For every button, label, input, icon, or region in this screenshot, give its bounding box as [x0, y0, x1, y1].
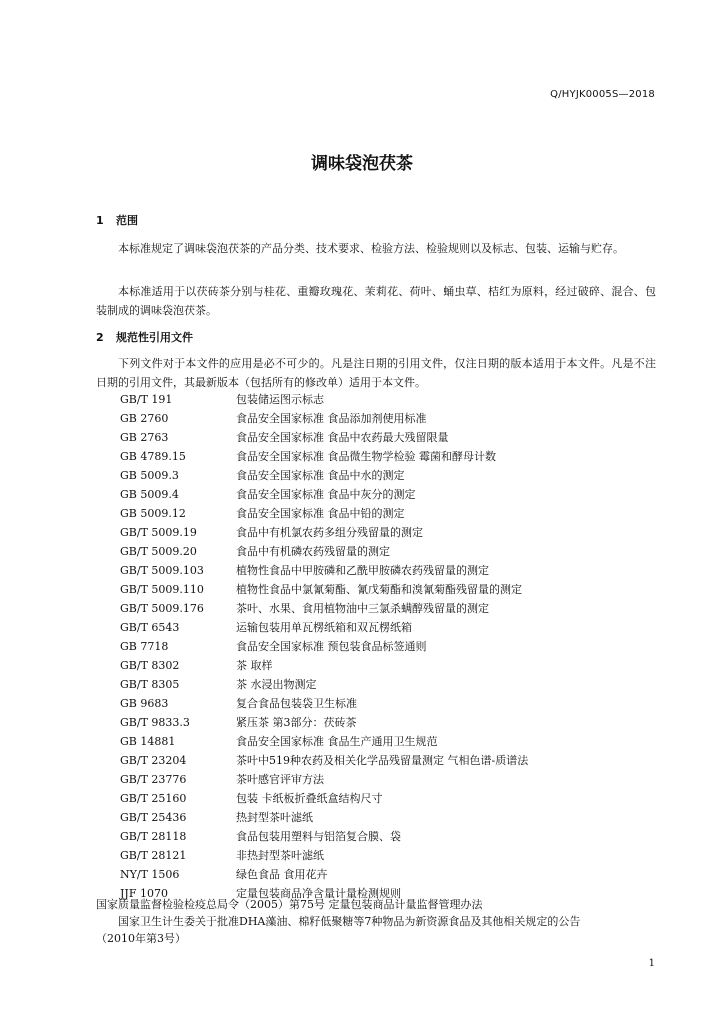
- section-1-heading: [96, 212, 138, 228]
- reference-title: 紧压茶 第3部分：茯砖茶: [236, 716, 357, 729]
- reference-code: GB/T 28118: [120, 830, 187, 843]
- reference-code: GB/T 5009.20: [120, 545, 197, 558]
- reference-code: GB/T 25436: [120, 811, 187, 824]
- reference-row: [120, 694, 660, 713]
- reference-row: [120, 580, 660, 599]
- reference-title: 食品中有机磷农药残留量的测定: [236, 545, 390, 558]
- reference-title: 食品包装用塑料与铝箔复合膜、袋: [236, 830, 401, 843]
- reference-code: JJF 1070: [120, 887, 168, 900]
- document-title: 调味袋泡茯茶: [311, 154, 413, 174]
- reference-code: GB 5009.12: [120, 507, 186, 520]
- reference-code: GB/T 8302: [120, 659, 180, 672]
- reference-title: 包装储运图示标志: [236, 393, 324, 406]
- reference-code: GB/T 23776: [120, 773, 187, 786]
- reference-row: [120, 428, 660, 447]
- reference-row: [120, 599, 660, 618]
- reference-row: [120, 865, 660, 884]
- reference-row: [120, 504, 660, 523]
- reference-row: [120, 846, 660, 865]
- reference-title: 食品安全国家标准 食品中灰分的测定: [236, 488, 416, 501]
- section-2-title: 规范性引用文件: [116, 331, 193, 344]
- reference-row: [120, 561, 660, 580]
- reference-code: GB/T 5009.103: [120, 564, 204, 577]
- reference-code: GB/T 191: [120, 393, 173, 406]
- reference-title: 植物性食品中氯氰菊酯、氰戊菊酯和溴氰菊酯残留量的测定: [236, 583, 522, 596]
- regulation-item: 国家卫生计生委关于批准DHA藻油、棉籽低聚糖等7种物品为新资源食品及其他相关规定的公告: [118, 915, 581, 928]
- reference-code: GB/T 8305: [120, 678, 180, 691]
- reference-row: [120, 732, 660, 751]
- reference-code: GB/T 28121: [120, 849, 187, 862]
- reference-row: [120, 523, 660, 542]
- scope-paragraph-1: 本标准规定了调味袋泡茯茶的产品分类、技术要求、检验方法、检验规则以及标志、包装、运输与贮存。: [118, 242, 624, 255]
- reference-title: 食品中有机氯农药多组分残留量的测定: [236, 526, 423, 539]
- regulation-item: （2010年第3号）: [96, 932, 186, 945]
- reference-title: 茶 取样: [236, 659, 273, 672]
- reference-code: GB/T 5009.110: [120, 583, 204, 596]
- reference-row: [120, 466, 660, 485]
- reference-code: GB/T 5009.176: [120, 602, 204, 615]
- reference-title: 食品安全国家标准 食品生产通用卫生规范: [236, 735, 438, 748]
- reference-row: [120, 637, 660, 656]
- reference-title: 茶叶感官评审方法: [236, 773, 324, 786]
- reference-title: 热封型茶叶滤纸: [236, 811, 313, 824]
- reference-code: GB/T 9833.3: [120, 716, 190, 729]
- reference-title: 非热封型茶叶滤纸: [236, 849, 324, 862]
- reference-row: [120, 485, 660, 504]
- reference-list: [120, 390, 660, 903]
- reference-code: GB/T 5009.19: [120, 526, 197, 539]
- reference-row: [120, 789, 660, 808]
- reference-code: GB 5009.3: [120, 469, 179, 482]
- scope-paragraph-2: 本标准适用于以茯砖茶分别与桂花、重瓣玫瑰花、茉莉花、荷叶、蛹虫草、桔红为原料，经过破碎、混合、包装制成的调味袋泡茯茶。: [96, 285, 656, 317]
- reference-code: GB 9683: [120, 697, 169, 710]
- reference-row: [120, 675, 660, 694]
- reference-row: [120, 770, 660, 789]
- reference-row: [120, 751, 660, 770]
- reference-title: 运输包装用单瓦楞纸箱和双瓦楞纸箱: [236, 621, 412, 634]
- reference-row: [120, 656, 660, 675]
- reference-code: GB 5009.4: [120, 488, 179, 501]
- reference-title: 包装 卡纸板折叠纸盒结构尺寸: [236, 792, 383, 805]
- section-1-number: 1: [96, 214, 104, 227]
- reference-row: [120, 542, 660, 561]
- reference-title: 茶叶、水果、食用植物油中三氯杀螨醇残留量的测定: [236, 602, 489, 615]
- reference-title: 食品安全国家标准 食品中农药最大残留限量: [236, 431, 449, 444]
- reference-title: 食品安全国家标准 食品微生物学检验 霉菌和酵母计数: [236, 450, 496, 463]
- reference-title: 食品安全国家标准 食品中水的测定: [236, 469, 405, 482]
- reference-title: 食品安全国家标准 预包装食品标签通则: [236, 640, 427, 653]
- reference-row: [120, 827, 660, 846]
- reference-row: [120, 447, 660, 466]
- reference-code: GB 4789.15: [120, 450, 186, 463]
- reference-title: 食品安全国家标准 食品中铅的测定: [236, 507, 405, 520]
- regulation-list: [96, 896, 656, 947]
- reference-title: 定量包装商品净含量计量检测规则: [236, 887, 401, 900]
- reference-code: GB 2760: [120, 412, 169, 425]
- reference-row: [120, 808, 660, 827]
- reference-row: [120, 713, 660, 732]
- regulation-item: 国家质量监督检验检疫总局令（2005）第75号 定量包装商品计量监督管理办法: [96, 898, 483, 911]
- reference-code: GB/T 25160: [120, 792, 187, 805]
- reference-code: GB 14881: [120, 735, 176, 748]
- reference-title: 绿色食品 食用花卉: [236, 868, 328, 881]
- reference-title: 茶叶中519种农药及相关化学品残留量测定 气相色谱-质谱法: [236, 754, 529, 767]
- reference-code: GB/T 23204: [120, 754, 187, 767]
- reference-title: 食品安全国家标准 食品添加剂使用标准: [236, 412, 427, 425]
- section-2-heading: [96, 329, 193, 345]
- section-1-title: 范围: [116, 214, 138, 227]
- reference-title: 植物性食品中甲胺磷和乙酰甲胺磷农药残留量的测定: [236, 564, 489, 577]
- references-intro: 下列文件对于本文件的应用是必不可少的。凡是注日期的引用文件，仅注日期的版本适用于本文件。凡是不注日期的引用文件，其最新版本（包括所有的修改单）适用于本文件。: [96, 357, 656, 389]
- reference-code: GB 2763: [120, 431, 169, 444]
- section-2-number: 2: [96, 331, 104, 344]
- reference-row: [120, 618, 660, 637]
- page-number: 1: [648, 958, 655, 969]
- reference-code: GB/T 6543: [120, 621, 180, 634]
- reference-row: [120, 409, 660, 428]
- reference-title: 茶 水浸出物测定: [236, 678, 317, 691]
- reference-title: 复合食品包装袋卫生标准: [236, 697, 357, 710]
- reference-code: GB 7718: [120, 640, 169, 653]
- reference-row: [120, 390, 660, 409]
- reference-code: NY/T 1506: [120, 868, 180, 881]
- standard-code: Q/HYJK0005S—2018: [550, 89, 655, 100]
